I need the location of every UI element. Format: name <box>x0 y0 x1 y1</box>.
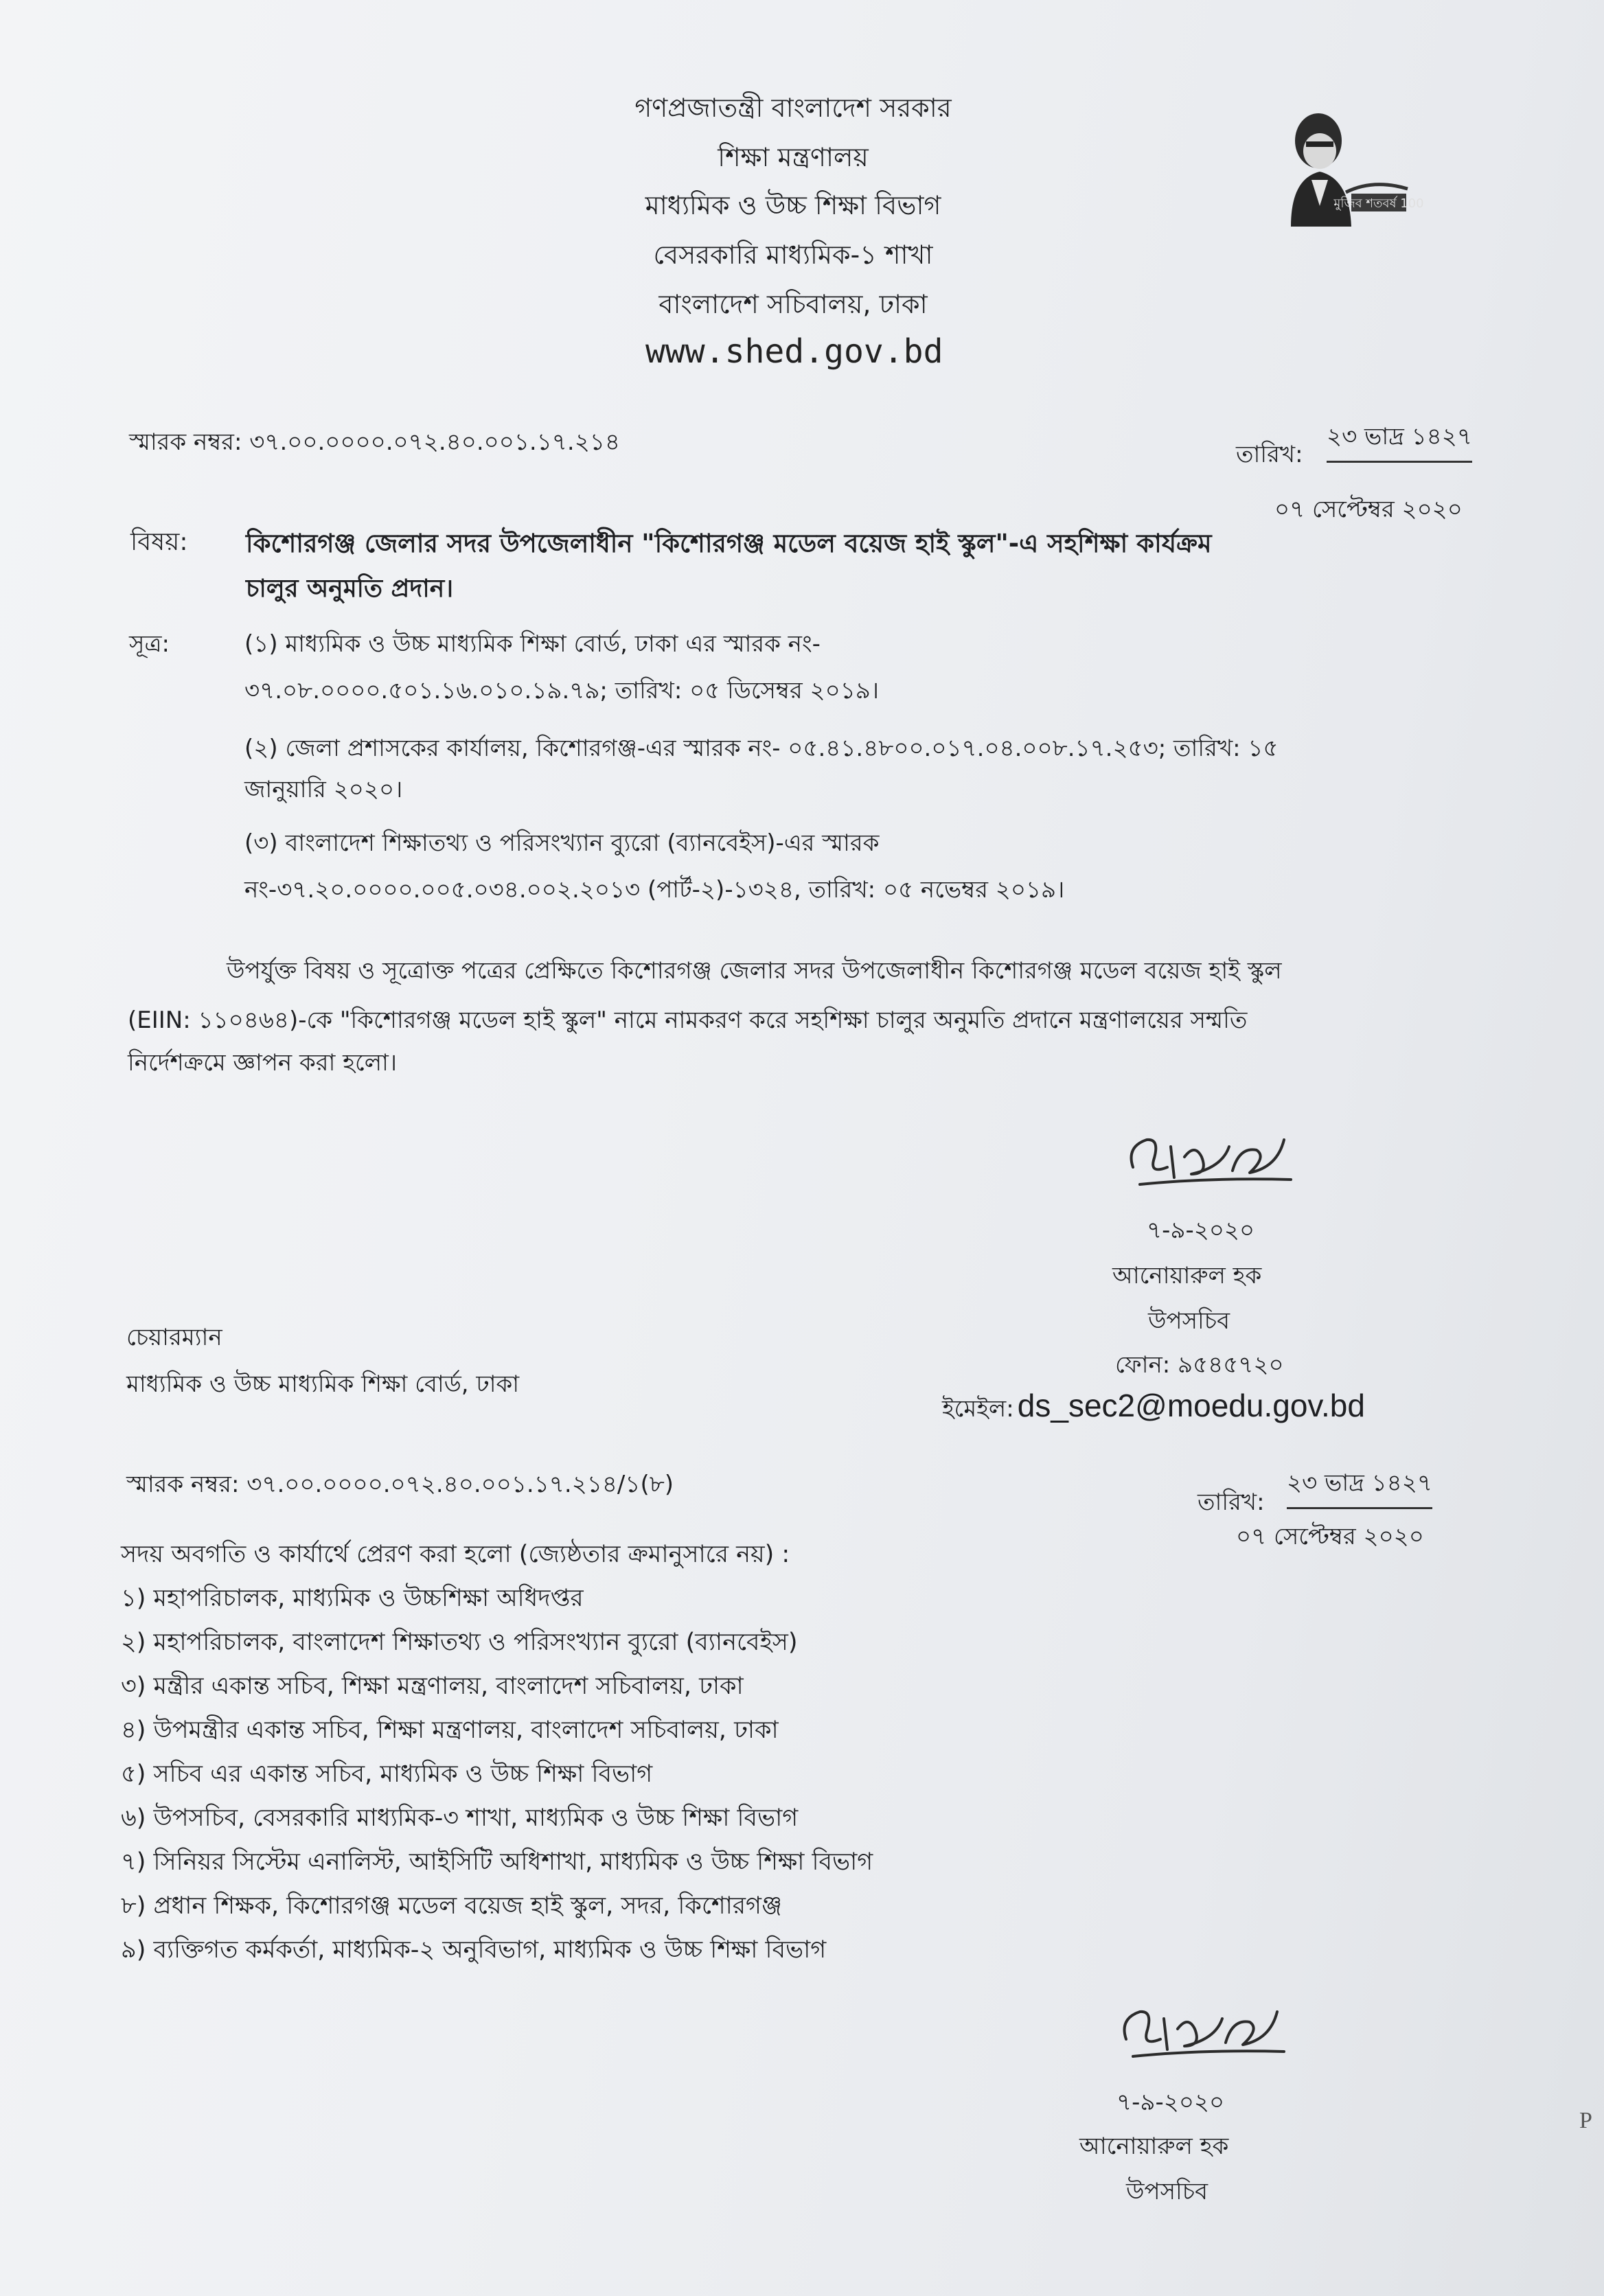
signatory-2-name: আনোয়ারুল হক <box>1079 2133 1229 2160</box>
signatory-1-phone: ফোন: ৯৫৪৫৭২০ <box>1115 1351 1284 1379</box>
email-address[interactable]: ds_sec2@moedu.gov.bd <box>1017 1388 1365 1423</box>
signatory-1-date: ৭-৯-২০২০ <box>1147 1217 1255 1244</box>
memo-date-bangla: ২৩ ভাদ্র ১৪২৭ <box>1327 419 1472 463</box>
list-item: ৪) উপমন্ত্রীর একান্ত সচিব, শিক্ষা মন্ত্রণালয়, বাংলাদেশ সচিবালয়, ঢাকা <box>121 1717 779 1744</box>
header-location: বাংলাদেশ সচিবালয়, ঢাকা <box>658 289 928 319</box>
header-division: মাধ্যমিক ও উচ্চ শিক্ষা বিভাগ <box>645 190 941 220</box>
memo-date-english: ০৭ সেপ্টেম্বর ২০২০ <box>1274 496 1463 523</box>
signature-1 <box>1119 1119 1298 1195</box>
memo2-label: স্মারক নম্বর: <box>126 1471 240 1498</box>
memo-label: স্মারক নম্বর: <box>129 428 242 456</box>
recipient-title: চেয়ারম্যান <box>126 1324 222 1351</box>
body-line-3: নির্দেশক্রমে জ্ঞাপন করা হলো। <box>128 1049 398 1077</box>
edge-fragment: P <box>1579 2108 1592 2133</box>
reference-1-line-2: ৩৭.০৮.০০০০.৫০১.১৬.০১০.১৯.৭৯; তারিখ: ০৫ ডিসেম্বর ২০১৯। <box>244 677 879 704</box>
header-branch: বেসরকারি মাধ্যমিক-১ শাখা <box>653 240 933 270</box>
memo-number: ৩৭.০০.০০০০.০৭২.৪০.০০১.১৭.২১৪ <box>249 428 620 456</box>
memo2-number-row <box>126 1467 674 1506</box>
body-line-1: উপর্যুক্ত বিষয় ও সূত্রোক্ত পত্রের প্রেক্ষিতে কিশোরগঞ্জ জেলার সদর উপজেলাধীন কিশোরগঞ্জ মডেল বয়েজ হাই স্কুল <box>227 957 1282 985</box>
reference-1-line-1: (১) মাধ্যমিক ও উচ্চ মাধ্যমিক শিক্ষা বোর্ড, ঢাকা এর স্মারক নং- <box>244 630 821 658</box>
reference-2-line-1: (২) জেলা প্রশাসকের কার্যালয়, কিশোরগঞ্জ-এর স্মারক নং- ০৫.৪১.৪৮০০.০১৭.০৪.০০৮.১৭.২৫৩; তারিখ: ১৫ <box>244 735 1279 762</box>
signature-2 <box>1112 1991 1291 2067</box>
signatory-1-email-row <box>942 1387 1365 1430</box>
memo2-date-bangla: ২৩ ভাদ্র ১৪২৭ <box>1287 1465 1432 1509</box>
list-item: ৯) ব্যক্তিগত কর্মকর্তা, মাধ্যমিক-২ অনুবিভাগ, মাধ্যমিক ও উচ্চ শিক্ষা বিভাগ <box>121 1936 827 1964</box>
signatory-2-date: ৭-৯-২০২০ <box>1116 2089 1225 2116</box>
distribution-intro: সদয় অবগতি ও কার্যার্থে প্রেরণ করা হলো (জ্যেষ্ঠতার ক্রমানুসারে নয়) : <box>121 1541 790 1568</box>
recipient-office: মাধ্যমিক ও উচ্চ মাধ্যমিক শিক্ষা বোর্ড, ঢাকা <box>126 1370 520 1398</box>
memo2-date-english: ০৭ সেপ্টেম্বর ২০২০ <box>1236 1523 1424 1550</box>
memo2-number: ৩৭.০০.০০০০.০৭২.৪০.০০১.১৭.২১৪/১(৮) <box>247 1471 674 1498</box>
signatory-2-designation: উপসচিব <box>1126 2178 1208 2205</box>
subject-line-1: কিশোরগঞ্জ জেলার সদর উপজেলাধীন "কিশোরগঞ্জ মডেল বয়েজ হাই স্কুল"-এ সহশিক্ষা কার্যক্রম <box>246 529 1212 558</box>
signatory-1-name: আনোয়ারুল হক <box>1112 1262 1262 1289</box>
email-label: ইমেইল: <box>942 1395 1014 1423</box>
list-item: ৫) সচিব এর একান্ত সচিব, মাধ্যমিক ও উচ্চ শিক্ষা বিভাগ <box>121 1760 653 1788</box>
header-website[interactable]: www.shed.gov.bd <box>645 332 943 371</box>
memo2-date-label: তারিখ: <box>1198 1489 1265 1516</box>
mujib-logo-icon <box>1270 103 1435 227</box>
signatory-1-designation: উপসচিব <box>1148 1307 1230 1335</box>
subject-line-2: চালুর অনুমতি প্রদান। <box>246 575 454 603</box>
list-item: ৩) মন্ত্রীর একান্ত সচিব, শিক্ষা মন্ত্রণালয়, বাংলাদেশ সচিবালয়, ঢাকা <box>121 1673 744 1700</box>
header-government: গণপ্রজাতন্ত্রী বাংলাদেশ সরকার <box>634 93 952 123</box>
list-item: ৭) সিনিয়র সিস্টেম এনালিস্ট, আইসিটি অধিশাখা, মাধ্যমিক ও উচ্চ শিক্ষা বিভাগ <box>121 1848 873 1876</box>
body-line-2: (EIIN: ১১০৪৬৪)-কে "কিশোরগঞ্জ মডেল হাই স্কুল" নামে নামকরণ করে সহশিক্ষা চালুর অনুমতি প্রদানে মন্ত্রণালয়ের সম্মতি <box>128 1007 1248 1034</box>
reference-3-line-2: নং-৩৭.২০.০০০০.০০৫.০৩৪.০০২.২০১৩ (পার্ট-২)-১৩২৪, তারিখ: ০৫ নভেম্বর ২০১৯। <box>244 876 1065 904</box>
references-label: সূত্র: <box>129 630 170 658</box>
list-item: ৬) উপসচিব, বেসরকারি মাধ্যমিক-৩ শাখা, মাধ্যমিক ও উচ্চ শিক্ষা বিভাগ <box>121 1804 799 1832</box>
memo-number-row <box>129 424 620 463</box>
header-ministry: শিক্ষা মন্ত্রণালয় <box>718 142 869 172</box>
memo-date-label: তারিখ: <box>1236 441 1303 468</box>
svg-text:মুজিব শতবর্ষ 100: মুজিব শতবর্ষ 100 <box>1333 196 1424 211</box>
list-item: ১) মহাপরিচালক, মাধ্যমিক ও উচ্চশিক্ষা অধিদপ্তর <box>121 1585 584 1612</box>
reference-2-line-2: জানুয়ারি ২০২০। <box>244 776 403 803</box>
list-item: ৮) প্রধান শিক্ষক, কিশোরগঞ্জ মডেল বয়েজ হাই স্কুল, সদর, কিশোরগঞ্জ <box>121 1892 782 1920</box>
list-item: ২) মহাপরিচালক, বাংলাদেশ শিক্ষাতথ্য ও পরিসংখ্যান ব্যুরো (ব্যানবেইস) <box>121 1629 798 1656</box>
subject-label: বিষয়: <box>130 528 188 556</box>
reference-3-line-1: (৩) বাংলাদেশ শিক্ষাতথ্য ও পরিসংখ্যান ব্যুরো (ব্যানবেইস)-এর স্মারক <box>244 829 880 857</box>
